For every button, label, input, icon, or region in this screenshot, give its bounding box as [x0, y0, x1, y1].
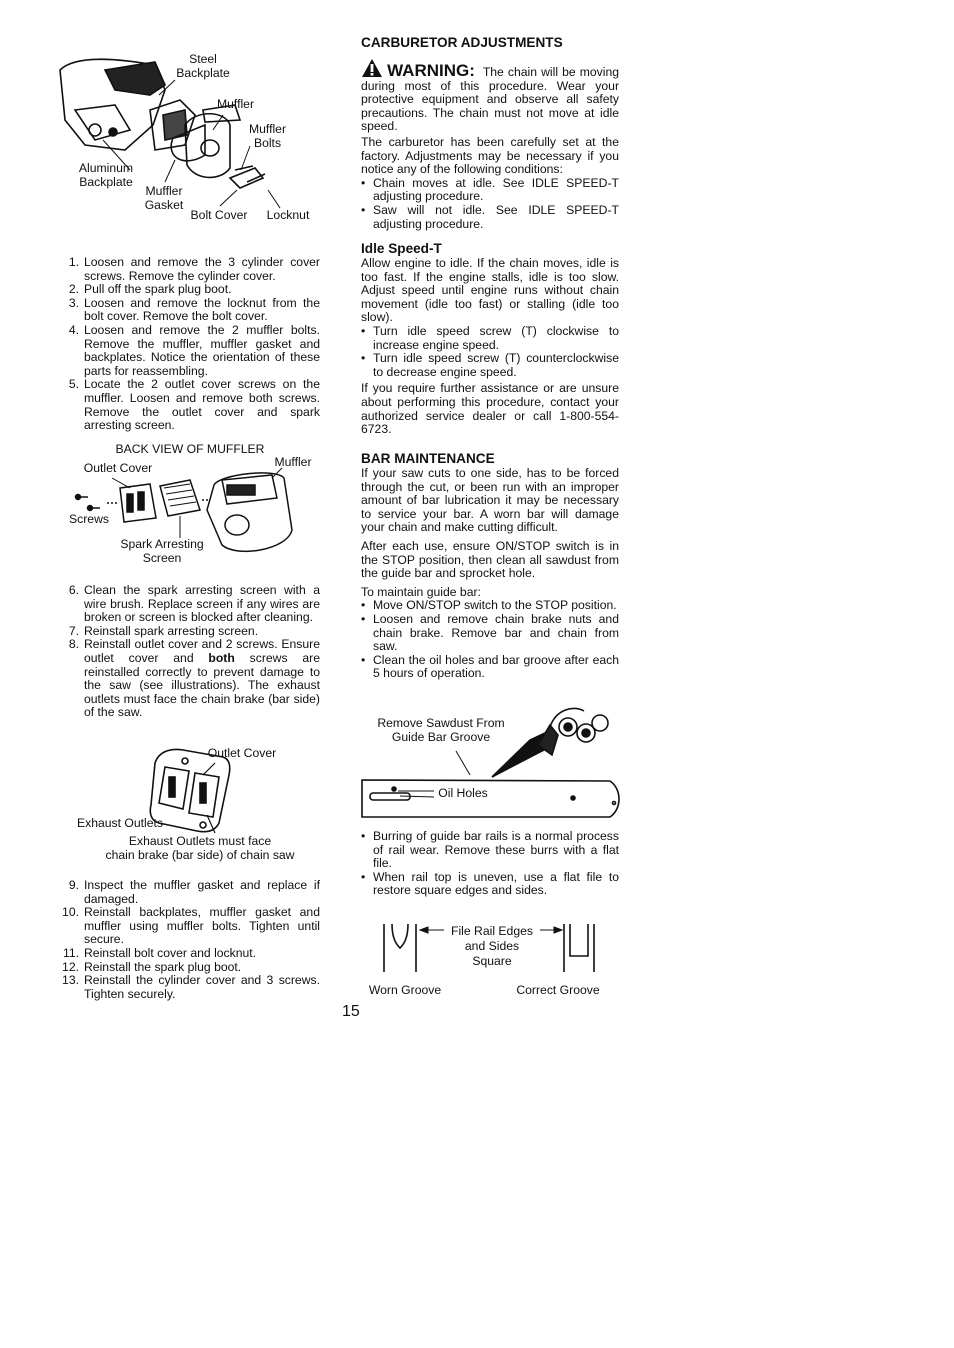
bullet-dot-icon: • [361, 351, 366, 366]
step-text: Loosen and remove the 2 muffler bolts. Remove the muffler, muffler gasket and backplates. Notice the orientation of these parts for reassembling. [84, 322, 320, 378]
idle-speed-heading: Idle Speed-T [361, 241, 442, 256]
bar-bullet-list [361, 599, 619, 681]
label-oil-holes: Oil Holes [438, 786, 488, 800]
instruction-list-b [61, 584, 320, 720]
idle-speed-section [361, 241, 619, 437]
bar-maintenance-section [361, 451, 619, 681]
step-item [61, 947, 320, 961]
bullet-dot-icon: • [361, 829, 366, 843]
label-screws: Screws [69, 512, 109, 526]
warning-text: The chain will be moving during most of this procedure. Wear your protective equipment and observe all safety precautions. The chain must not move at idle speed. [361, 65, 620, 134]
step-text: screws are reinstalled correctly to prevent damage to the saw (see illustrations). The exhaust outlets must face the chain brake (bar side) of the saw. [84, 650, 321, 720]
bullet-item [361, 352, 619, 379]
figure-caption: Exhaust Outlets must face chain brake (bar side) of chain saw [105, 834, 295, 862]
step-number: 8. [68, 637, 79, 652]
bullet-dot-icon: • [361, 598, 366, 613]
step-item [61, 297, 320, 324]
label-muffler: Muffler [216, 97, 255, 111]
figure-title: BACK VIEW OF MUFFLER [115, 442, 265, 456]
step-text: Reinstall the spark plug boot. [84, 959, 242, 974]
bullet-text: When rail top is uneven, use a flat file to restore square edges and sides. [373, 869, 619, 898]
step-text: Reinstall outlet cover and 2 screws. Ensure outlet cover and [84, 637, 320, 665]
label-outlet-cover: Outlet Cover [207, 746, 277, 760]
step-text: Locate the 2 outlet cover screws on the muffler. Loosen and remove both screws. Remove the outlet cover and spark arresting screen. [84, 377, 320, 433]
bullet-text: Move ON/STOP switch to the STOP position. [373, 598, 617, 613]
bar-bullet-list-2 [361, 830, 619, 898]
bar-para-3: To maintain guide bar: [361, 584, 481, 599]
bullet-item [361, 830, 619, 871]
step-item [61, 283, 320, 297]
label-file-rail-edges: File Rail Edges and Sides Square [451, 924, 533, 968]
bullet-item [361, 654, 619, 681]
bullet-dot-icon: • [361, 202, 366, 217]
page-number: 15 [342, 1003, 360, 1020]
step-number: 9. [68, 878, 79, 892]
bullet-text: Turn idle speed screw (T) clockwise to increase engine speed. [373, 323, 619, 352]
step-item [61, 625, 320, 639]
bullet-text: Chain moves at idle. See IDLE SPEED-T adjusting procedure. [373, 175, 619, 204]
carb-para: The carburetor has been carefully set at the factory. Adjustments may be necessary if you notice any of the following conditions: [361, 134, 619, 177]
bar-para-1: If your saw cuts to one side, has to be forced through the cut, or been run with an improper amount of bar lubrication it may be necessary to service your bar. A worn bar will damage your chain and make cutting difficult. [361, 466, 619, 535]
label-bolt-cover: Bolt Cover [190, 208, 248, 222]
step-item [61, 324, 320, 378]
step-item [61, 906, 320, 947]
step-item [61, 378, 320, 432]
label-exhaust-outlets: Exhaust Outlets [76, 816, 164, 830]
step-number: 10. [62, 905, 79, 920]
bullet-text: Loosen and remove chain brake nuts and chain brake. Remove bar and chain from saw. [373, 611, 619, 654]
step-item [61, 256, 320, 283]
step-number: 6. [68, 583, 79, 597]
bullet-item [361, 871, 619, 898]
bullet-item [361, 613, 619, 654]
step-item [61, 961, 320, 975]
label-outlet-cover: Outlet Cover [83, 461, 153, 475]
step-text: Reinstall the cylinder cover and 3 screws. Tighten securely. [84, 973, 320, 1001]
step-text: Reinstall backplates, muffler gasket and muffler using muffler bolts. Tighten until secure. [84, 905, 320, 947]
step-text: Loosen and remove the locknut from the bolt cover. Remove the bolt cover. [84, 295, 320, 324]
step-number: 7. [68, 623, 79, 638]
bar-heading: BAR MAINTENANCE [361, 451, 495, 466]
label-muffler-gasket: Muffler Gasket [144, 184, 184, 212]
label-steel-backplate: Steel Backplate [176, 52, 230, 80]
bullet-text: Clean the oil holes and bar groove after each 5 hours of operation. [373, 652, 619, 681]
bullet-dot-icon: • [361, 611, 366, 626]
step-number: 11. [62, 945, 79, 960]
back-view-muffler-drawing [72, 470, 312, 560]
step-text: Reinstall bolt cover and locknut. [84, 945, 257, 960]
step-number: 5. [68, 377, 79, 392]
bullet-dot-icon: • [361, 323, 366, 338]
instruction-list-a [61, 256, 320, 433]
bullet-dot-icon: • [361, 175, 366, 190]
warning-triangle-icon [361, 58, 383, 78]
step-number: 13. [62, 973, 79, 988]
guide-bar-drawing [360, 705, 620, 820]
step-text: Inspect the muffler gasket and replace if damaged. [84, 878, 320, 906]
warning-block [361, 58, 619, 231]
label-locknut: Locknut [266, 208, 310, 222]
step-number: 1. [68, 255, 79, 269]
label-correct-groove: Correct Groove [516, 983, 600, 997]
label-worn-groove: Worn Groove [368, 983, 442, 997]
label-muffler: Muffler [274, 455, 312, 469]
bullet-dot-icon: • [361, 869, 366, 884]
bullet-dot-icon: • [361, 652, 366, 667]
label-muffler-bolts: Muffler Bolts [248, 122, 287, 150]
bar-para-2: After each use, ensure ON/STOP switch is in the STOP position, then clean all sawdust from the guide bar and sprocket hole. [361, 538, 619, 581]
step-text: Pull off the spark plug boot. [84, 282, 232, 297]
carburetor-heading: CARBURETOR ADJUSTMENTS [361, 35, 563, 50]
step-text: Reinstall spark arresting screen. [84, 623, 259, 638]
step-text: Loosen and remove the 3 cylinder cover screws. Remove the cylinder cover. [84, 255, 320, 283]
step-item [61, 638, 320, 720]
bullet-item [361, 177, 619, 204]
bar-bullets-2-section [361, 830, 619, 898]
step-item [61, 974, 320, 1001]
bullet-item [361, 204, 619, 231]
bullet-text: Saw will not idle. See IDLE SPEED-T adjusting procedure. [373, 202, 619, 231]
warning-label: WARNING: [387, 61, 475, 80]
idle-para: Allow engine to idle. If the chain moves, idle is too fast. If the engine stalls, idle is too slow. Adjust speed until engine runs without chain movement (idle too fast) or stalling (idle too slow). [361, 256, 619, 325]
idle-bullet-list [361, 325, 619, 379]
step-text: both [208, 650, 235, 665]
bullet-item [361, 325, 619, 352]
step-item [61, 879, 320, 906]
step-number: 2. [68, 282, 79, 297]
label-aluminum-backplate: Aluminum Backplate [78, 161, 134, 189]
carb-bullet-list [361, 177, 619, 231]
step-number: 12. [62, 959, 79, 974]
step-text: Clean the spark arresting screen with a wire brush. Replace screen if any wires are broken or screen is blocked after cleaning. [84, 583, 320, 625]
bullet-text: Burring of guide bar rails is a normal process of rail wear. Remove these burrs with a flat file. [373, 829, 619, 871]
label-remove-sawdust: Remove Sawdust From Guide Bar Groove [377, 716, 505, 744]
bullet-item [361, 599, 619, 613]
step-item [61, 584, 320, 625]
label-spark-screen: Spark Arresting Screen [120, 537, 204, 565]
step-number: 3. [68, 295, 79, 310]
idle-para-2: If you require further assistance or are unsure about performing this procedure, contact your authorized service dealer or call 1-800-554-6723. [361, 381, 619, 437]
instruction-list-c [61, 879, 320, 1001]
step-number: 4. [68, 322, 79, 337]
bullet-text: Turn idle speed screw (T) counterclockwise to decrease engine speed. [373, 351, 619, 379]
